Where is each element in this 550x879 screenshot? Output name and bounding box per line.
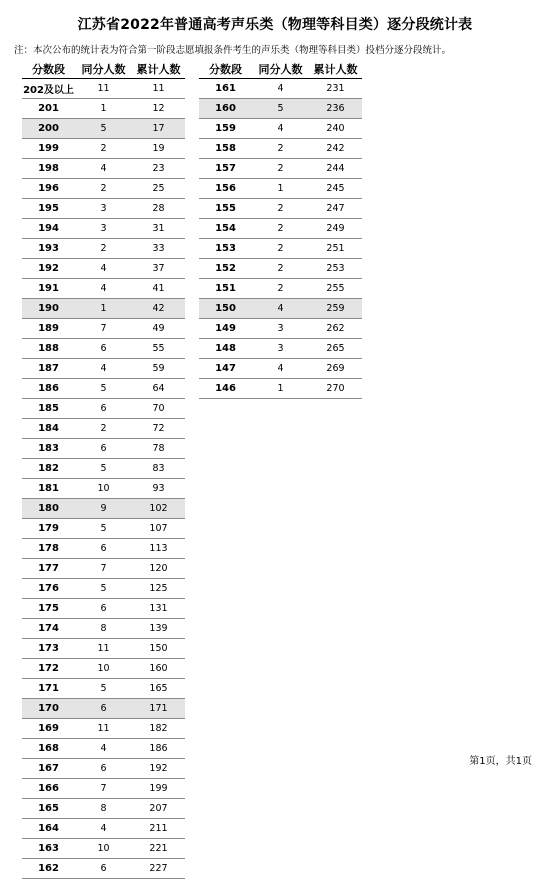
- score-cell: 150: [199, 299, 252, 319]
- cumulative-count-cell: 37: [132, 259, 185, 279]
- cumulative-count-cell: 221: [132, 839, 185, 859]
- same-score-count-cell: 10: [75, 839, 132, 859]
- score-cell: 191: [22, 279, 75, 299]
- cumulative-count-cell: 242: [309, 139, 362, 159]
- same-score-count-cell: 9: [75, 499, 132, 519]
- table-row: [199, 99, 362, 119]
- score-cell: 151: [199, 279, 252, 299]
- table-row: [22, 679, 185, 699]
- table-row: [199, 139, 362, 159]
- table-row: [22, 139, 185, 159]
- table-row: [22, 819, 185, 839]
- cumulative-count-cell: 265: [309, 339, 362, 359]
- same-score-count-cell: 1: [75, 299, 132, 319]
- table-row: [22, 619, 185, 639]
- table-row: [22, 319, 185, 339]
- cumulative-count-cell: 245: [309, 179, 362, 199]
- cumulative-count-cell: 59: [132, 359, 185, 379]
- same-score-count-cell: 6: [75, 439, 132, 459]
- table-row: [22, 859, 185, 879]
- score-cell: 170: [22, 699, 75, 719]
- table-row: [22, 799, 185, 819]
- cumulative-count-cell: 139: [132, 619, 185, 639]
- same-score-count-cell: 7: [75, 559, 132, 579]
- score-cell: 153: [199, 239, 252, 259]
- same-score-count-cell: 4: [75, 159, 132, 179]
- score-cell: 195: [22, 199, 75, 219]
- table-row: [199, 379, 362, 399]
- score-cell: 202及以上: [22, 79, 75, 99]
- table-row: [22, 699, 185, 719]
- table-row: [199, 359, 362, 379]
- score-cell: 163: [22, 839, 75, 859]
- cumulative-count-cell: 31: [132, 219, 185, 239]
- same-score-count-cell: 2: [252, 279, 309, 299]
- score-cell: 167: [22, 759, 75, 779]
- table-row: [22, 739, 185, 759]
- cumulative-count-cell: 83: [132, 459, 185, 479]
- score-cell: 172: [22, 659, 75, 679]
- cumulative-count-cell: 42: [132, 299, 185, 319]
- score-cell: 179: [22, 519, 75, 539]
- score-cell: 165: [22, 799, 75, 819]
- cumulative-count-cell: 211: [132, 819, 185, 839]
- score-cell: 187: [22, 359, 75, 379]
- score-cell: 157: [199, 159, 252, 179]
- cumulative-count-cell: 72: [132, 419, 185, 439]
- same-score-count-cell: 2: [252, 159, 309, 179]
- same-score-count-cell: 1: [75, 99, 132, 119]
- score-cell: 147: [199, 359, 252, 379]
- score-cell: 156: [199, 179, 252, 199]
- cumulative-count-cell: 182: [132, 719, 185, 739]
- same-score-count-cell: 6: [75, 599, 132, 619]
- score-cell: 185: [22, 399, 75, 419]
- score-cell: 189: [22, 319, 75, 339]
- page-footer: 第1页，共1页: [469, 756, 532, 767]
- table-row: [22, 719, 185, 739]
- score-cell: 164: [22, 819, 75, 839]
- score-cell: 162: [22, 859, 75, 879]
- cumulative-count-cell: 49: [132, 319, 185, 339]
- table-row: [22, 179, 185, 199]
- cumulative-count-cell: 120: [132, 559, 185, 579]
- same-score-count-cell: 5: [75, 519, 132, 539]
- table-row: [22, 519, 185, 539]
- cumulative-count-cell: 107: [132, 519, 185, 539]
- table-row: [199, 179, 362, 199]
- same-score-count-cell: 5: [75, 579, 132, 599]
- cumulative-count-cell: 171: [132, 699, 185, 719]
- score-cell: 188: [22, 339, 75, 359]
- cumulative-count-cell: 227: [132, 859, 185, 879]
- score-cell: 176: [22, 579, 75, 599]
- cumulative-count-cell: 247: [309, 199, 362, 219]
- score-cell: 166: [22, 779, 75, 799]
- cumulative-count-cell: 269: [309, 359, 362, 379]
- cumulative-count-cell: 33: [132, 239, 185, 259]
- score-cell: 193: [22, 239, 75, 259]
- cumulative-count-cell: 17: [132, 119, 185, 139]
- score-cell: 192: [22, 259, 75, 279]
- table-row: [22, 419, 185, 439]
- same-score-count-cell: 11: [75, 79, 132, 99]
- header-same-score-count: 同分人数: [252, 59, 309, 79]
- cumulative-count-cell: 102: [132, 499, 185, 519]
- table-row: [22, 279, 185, 299]
- table-row: [22, 439, 185, 459]
- same-score-count-cell: 8: [75, 619, 132, 639]
- cumulative-count-cell: 255: [309, 279, 362, 299]
- header-score-range: 分数段: [199, 59, 252, 79]
- table-row: [22, 479, 185, 499]
- same-score-count-cell: 3: [252, 339, 309, 359]
- score-cell: 196: [22, 179, 75, 199]
- cumulative-count-cell: 28: [132, 199, 185, 219]
- same-score-count-cell: 4: [252, 79, 309, 99]
- cumulative-count-cell: 192: [132, 759, 185, 779]
- cumulative-count-cell: 64: [132, 379, 185, 399]
- table-row: [199, 299, 362, 319]
- table-row: [199, 339, 362, 359]
- same-score-count-cell: 7: [75, 779, 132, 799]
- table-row: [22, 379, 185, 399]
- same-score-count-cell: 2: [252, 259, 309, 279]
- score-cell: 146: [199, 379, 252, 399]
- cumulative-count-cell: 165: [132, 679, 185, 699]
- cumulative-count-cell: 19: [132, 139, 185, 159]
- table-row: [22, 639, 185, 659]
- cumulative-count-cell: 125: [132, 579, 185, 599]
- same-score-count-cell: 5: [75, 679, 132, 699]
- cumulative-count-cell: 78: [132, 439, 185, 459]
- same-score-count-cell: 7: [75, 319, 132, 339]
- same-score-count-cell: 1: [252, 379, 309, 399]
- table-row: [199, 239, 362, 259]
- table-row: [22, 359, 185, 379]
- table-header-row: [22, 59, 185, 79]
- same-score-count-cell: 4: [75, 739, 132, 759]
- same-score-count-cell: 5: [252, 99, 309, 119]
- score-cell: 155: [199, 199, 252, 219]
- table-row: [22, 259, 185, 279]
- score-cell: 173: [22, 639, 75, 659]
- cumulative-count-cell: 249: [309, 219, 362, 239]
- cumulative-count-cell: 23: [132, 159, 185, 179]
- score-cell: 184: [22, 419, 75, 439]
- table-row: [22, 459, 185, 479]
- header-score-range: 分数段: [22, 59, 75, 79]
- same-score-count-cell: 6: [75, 759, 132, 779]
- cumulative-count-cell: 251: [309, 239, 362, 259]
- table-row: [22, 779, 185, 799]
- score-table-left: [22, 59, 185, 879]
- table-row: [22, 239, 185, 259]
- same-score-count-cell: 6: [75, 399, 132, 419]
- score-cell: 171: [22, 679, 75, 699]
- note-text: 注：本次公布的统计表为符合第一阶段志愿填报条件考生的声乐类（物理等科目类）投档分逐分段统计。: [14, 45, 452, 56]
- header-cumulative-count: 累计人数: [309, 59, 362, 79]
- cumulative-count-cell: 131: [132, 599, 185, 619]
- score-cell: 190: [22, 299, 75, 319]
- table-row: [22, 119, 185, 139]
- header-cumulative-count: 累计人数: [132, 59, 185, 79]
- score-cell: 152: [199, 259, 252, 279]
- same-score-count-cell: 6: [75, 859, 132, 879]
- table-row: [199, 199, 362, 219]
- score-cell: 177: [22, 559, 75, 579]
- score-cell: 148: [199, 339, 252, 359]
- same-score-count-cell: 4: [252, 119, 309, 139]
- cumulative-count-cell: 70: [132, 399, 185, 419]
- same-score-count-cell: 4: [75, 279, 132, 299]
- same-score-count-cell: 3: [75, 219, 132, 239]
- same-score-count-cell: 11: [75, 719, 132, 739]
- table-row: [199, 159, 362, 179]
- cumulative-count-cell: 262: [309, 319, 362, 339]
- cumulative-count-cell: 231: [309, 79, 362, 99]
- cumulative-count-cell: 41: [132, 279, 185, 299]
- table-row: [22, 559, 185, 579]
- score-cell: 182: [22, 459, 75, 479]
- table-row: [199, 119, 362, 139]
- score-cell: 198: [22, 159, 75, 179]
- score-cell: 186: [22, 379, 75, 399]
- same-score-count-cell: 2: [75, 139, 132, 159]
- same-score-count-cell: 11: [75, 639, 132, 659]
- same-score-count-cell: 6: [75, 539, 132, 559]
- same-score-count-cell: 4: [252, 359, 309, 379]
- same-score-count-cell: 10: [75, 479, 132, 499]
- same-score-count-cell: 4: [75, 819, 132, 839]
- table-row: [22, 159, 185, 179]
- cumulative-count-cell: 93: [132, 479, 185, 499]
- cumulative-count-cell: 207: [132, 799, 185, 819]
- score-table-right: [199, 59, 362, 399]
- score-cell: 174: [22, 619, 75, 639]
- cumulative-count-cell: 199: [132, 779, 185, 799]
- table-row: [199, 219, 362, 239]
- cumulative-count-cell: 25: [132, 179, 185, 199]
- table-row: [22, 499, 185, 519]
- cumulative-count-cell: 160: [132, 659, 185, 679]
- same-score-count-cell: 3: [75, 199, 132, 219]
- cumulative-count-cell: 55: [132, 339, 185, 359]
- score-cell: 180: [22, 499, 75, 519]
- same-score-count-cell: 4: [252, 299, 309, 319]
- same-score-count-cell: 2: [252, 239, 309, 259]
- cumulative-count-cell: 240: [309, 119, 362, 139]
- score-cell: 154: [199, 219, 252, 239]
- table-header-row: [199, 59, 362, 79]
- same-score-count-cell: 1: [252, 179, 309, 199]
- score-cell: 201: [22, 99, 75, 119]
- table-row: [199, 279, 362, 299]
- score-cell: 200: [22, 119, 75, 139]
- score-cell: 158: [199, 139, 252, 159]
- same-score-count-cell: 2: [252, 139, 309, 159]
- score-cell: 178: [22, 539, 75, 559]
- cumulative-count-cell: 12: [132, 99, 185, 119]
- table-row: [22, 839, 185, 859]
- cumulative-count-cell: 186: [132, 739, 185, 759]
- same-score-count-cell: 8: [75, 799, 132, 819]
- cumulative-count-cell: 253: [309, 259, 362, 279]
- same-score-count-cell: 6: [75, 699, 132, 719]
- table-row: [22, 659, 185, 679]
- table-row: [22, 99, 185, 119]
- score-cell: 194: [22, 219, 75, 239]
- cumulative-count-cell: 259: [309, 299, 362, 319]
- table-row: [22, 599, 185, 619]
- score-cell: 160: [199, 99, 252, 119]
- same-score-count-cell: 2: [75, 239, 132, 259]
- score-cell: 161: [199, 79, 252, 99]
- table-row: [22, 539, 185, 559]
- header-same-score-count: 同分人数: [75, 59, 132, 79]
- same-score-count-cell: 2: [252, 219, 309, 239]
- table-row: [22, 299, 185, 319]
- table-row: [22, 399, 185, 419]
- table-row: [22, 219, 185, 239]
- same-score-count-cell: 10: [75, 659, 132, 679]
- table-row: [199, 259, 362, 279]
- same-score-count-cell: 5: [75, 459, 132, 479]
- cumulative-count-cell: 244: [309, 159, 362, 179]
- same-score-count-cell: 2: [75, 419, 132, 439]
- score-cell: 169: [22, 719, 75, 739]
- same-score-count-cell: 3: [252, 319, 309, 339]
- same-score-count-cell: 4: [75, 359, 132, 379]
- same-score-count-cell: 4: [75, 259, 132, 279]
- table-row: [199, 79, 362, 99]
- table-row: [22, 199, 185, 219]
- same-score-count-cell: 2: [252, 199, 309, 219]
- same-score-count-cell: 6: [75, 339, 132, 359]
- page-title: 江苏省2022年普通高考声乐类（物理等科目类）逐分段统计表: [77, 17, 473, 33]
- score-cell: 175: [22, 599, 75, 619]
- cumulative-count-cell: 270: [309, 379, 362, 399]
- same-score-count-cell: 2: [75, 179, 132, 199]
- cumulative-count-cell: 236: [309, 99, 362, 119]
- table-row: [22, 579, 185, 599]
- table-row: [199, 319, 362, 339]
- table-row: [22, 759, 185, 779]
- table-row: [22, 79, 185, 99]
- same-score-count-cell: 5: [75, 119, 132, 139]
- same-score-count-cell: 5: [75, 379, 132, 399]
- score-cell: 181: [22, 479, 75, 499]
- score-cell: 159: [199, 119, 252, 139]
- cumulative-count-cell: 11: [132, 79, 185, 99]
- cumulative-count-cell: 150: [132, 639, 185, 659]
- cumulative-count-cell: 113: [132, 539, 185, 559]
- score-cell: 149: [199, 319, 252, 339]
- score-cell: 199: [22, 139, 75, 159]
- table-row: [22, 339, 185, 359]
- score-cell: 183: [22, 439, 75, 459]
- score-cell: 168: [22, 739, 75, 759]
